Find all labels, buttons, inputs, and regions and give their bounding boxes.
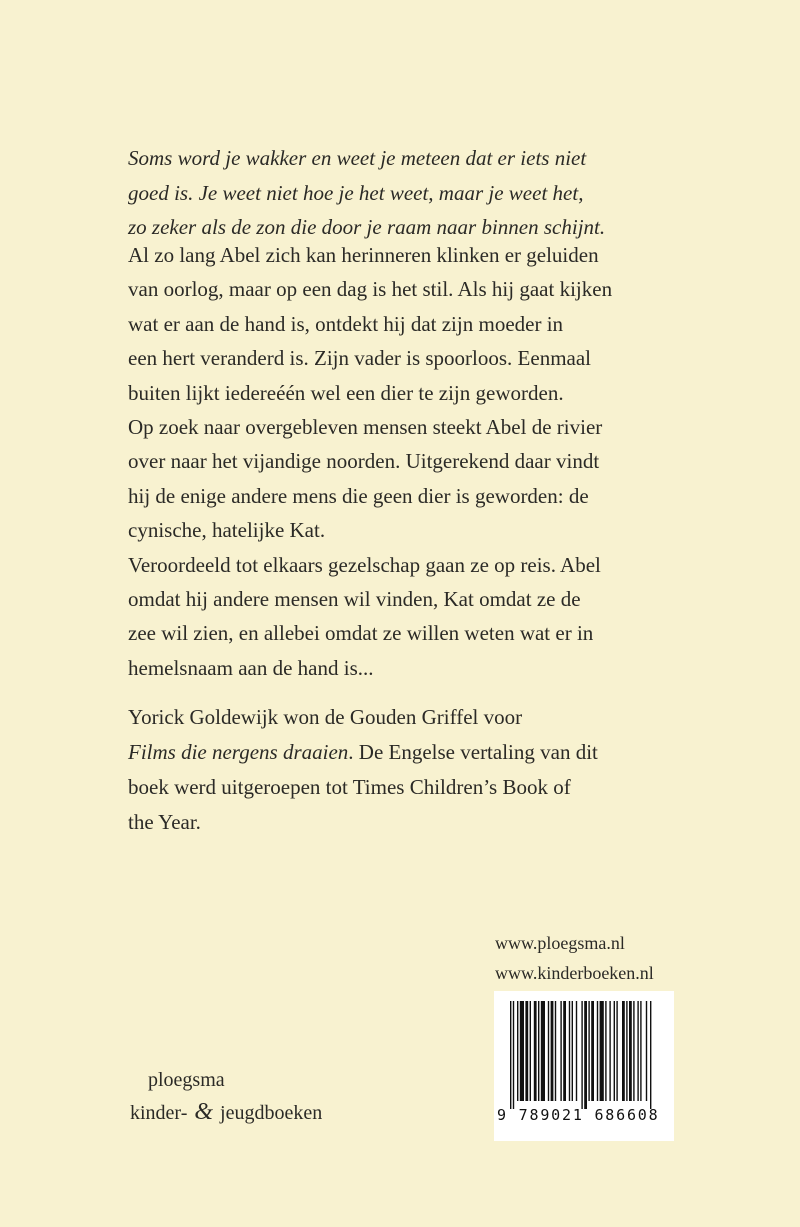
barcode-bar <box>616 1001 617 1101</box>
barcode-bar <box>510 1001 511 1109</box>
barcode-bar <box>517 1001 518 1101</box>
blurb-line: Op zoek naar overgebleven mensen steekt Abel de rivier <box>128 415 603 440</box>
barcode-bar <box>581 1001 582 1109</box>
barcode-bar <box>530 1001 531 1101</box>
author-line-rest: . De Engelse vertaling van dit <box>348 740 598 764</box>
blurb-line: omdat hij andere mensen wil vinden, Kat omdat ze de <box>128 587 581 612</box>
barcode-bar <box>534 1001 537 1101</box>
ampersand-glyph: & <box>194 1099 214 1125</box>
author-line: boek werd uitgeroepen tot Times Children’s Book of <box>128 775 571 799</box>
barcode-bar <box>629 1001 632 1101</box>
barcode-bar <box>609 1001 610 1101</box>
blurb-line: wat er aan de hand is, ontdekt hij dat zijn moeder in <box>128 311 564 336</box>
barcode-bar <box>646 1001 647 1101</box>
publisher-name: ploegsma <box>148 1069 225 1091</box>
intro-line: zo zeker als de zon die door je raam naar binnen schijnt. <box>128 215 606 239</box>
barcode-bar <box>525 1001 528 1101</box>
website-link[interactable]: www.kinderboeken.nl <box>495 963 654 983</box>
barcode-bar <box>637 1001 638 1101</box>
imprint-right: jeugdboeken <box>220 1102 323 1124</box>
blurb-line: van oorlog, maar op een dag is het stil. Als hij gaat kijken <box>128 277 613 302</box>
blurb-text <box>128 238 688 685</box>
website-list <box>495 928 654 988</box>
barcode-bar <box>555 1001 556 1101</box>
barcode-bar <box>569 1001 570 1101</box>
blurb-line: Al zo lang Abel zich kan herinneren klinken er geluiden <box>128 243 599 267</box>
blurb-line: Veroordeeld tot elkaars gezelschap gaan ze op reis. Abel <box>128 552 601 577</box>
barcode-bar <box>591 1001 594 1101</box>
barcode-bar <box>538 1001 539 1101</box>
barcode-bar <box>541 1001 545 1101</box>
barcode-bar <box>626 1001 627 1101</box>
intro-line: goed is. Je weet niet hoe je het weet, maar je weet het, <box>128 180 584 205</box>
publisher-imprint <box>130 1099 322 1126</box>
barcode-bar <box>622 1001 625 1101</box>
barcode-bar <box>640 1001 641 1101</box>
intro-line: Soms word je wakker en weet je meteen dat er iets niet <box>128 146 587 170</box>
blurb-line: hemelsnaam aan de hand is... <box>128 655 374 680</box>
barcode-bar <box>588 1001 589 1101</box>
barcode-bar <box>605 1001 606 1101</box>
blurb-line: over naar het vijandige noorden. Uitgerekend daar vindt <box>128 449 600 474</box>
barcode-bar <box>520 1001 524 1101</box>
barcode-bar <box>560 1001 561 1101</box>
barcode-bar <box>633 1001 634 1101</box>
blurb-line: een hert veranderd is. Zijn vader is spoorloos. Eenmaal <box>128 346 592 371</box>
imprint-left: kinder- <box>130 1102 188 1124</box>
barcode-bar <box>614 1001 615 1101</box>
barcode-bar <box>650 1001 651 1109</box>
website-link[interactable]: www.ploegsma.nl <box>495 933 625 953</box>
barcode-bar <box>551 1001 554 1101</box>
barcode-bar <box>563 1001 566 1101</box>
barcode-bar <box>572 1001 573 1101</box>
barcode-bar <box>597 1001 598 1101</box>
barcode-bar <box>600 1001 604 1101</box>
author-line: Yorick Goldewijk won de Gouden Griffel voor <box>128 705 523 729</box>
author-line <box>128 735 688 770</box>
author-note <box>128 700 688 840</box>
book-title: Films die nergens draaien <box>128 740 349 764</box>
intro-text <box>128 141 688 245</box>
isbn-number: 9 789021 686608 <box>497 1106 660 1124</box>
author-line: the Year. <box>128 810 201 834</box>
blurb-line: buiten lijkt iedereéén wel een dier te zijn geworden. <box>128 380 564 405</box>
blurb-line: hij de enige andere mens die geen dier is geworden: de <box>128 483 589 508</box>
barcode-bar <box>584 1001 587 1109</box>
blurb-line: zee wil zien, en allebei omdat ze willen weten wat er in <box>128 621 594 646</box>
barcode-bar <box>513 1001 514 1109</box>
barcode-bar <box>576 1001 577 1101</box>
blurb-line: cynische, hatelijke Kat. <box>128 518 326 543</box>
barcode-bar <box>548 1001 549 1101</box>
